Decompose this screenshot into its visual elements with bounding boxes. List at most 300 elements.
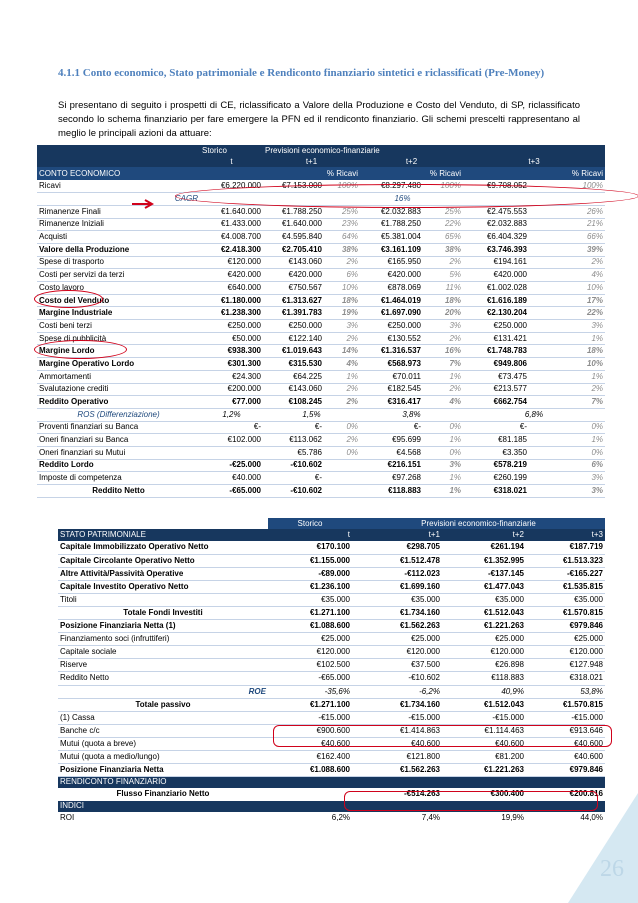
value-t3: €194.161: [493, 257, 527, 267]
sp-row: [58, 541, 605, 554]
pct-t2: 16%: [444, 346, 461, 356]
value-t2: €-: [413, 422, 421, 432]
value-t3: €73.475: [498, 371, 527, 381]
value-t2: €182.545: [387, 384, 421, 394]
value-t3: €2.032.883: [486, 219, 527, 229]
ce-row: [37, 446, 605, 459]
pct-t1: 2%: [346, 435, 358, 445]
value-t3: €1.748.783: [486, 346, 527, 356]
value-t1: -€112.023: [404, 568, 440, 578]
rf-title: RENDICONTO FINANZIARIO: [60, 777, 167, 787]
sp-row: [58, 724, 605, 737]
value-t3: €-: [519, 422, 527, 432]
value-t1: €1.562.263: [399, 621, 440, 631]
pct-t3: 1%: [591, 371, 603, 381]
row-label: Reddito Operativo: [39, 397, 109, 407]
value-t3: €120.000: [569, 647, 603, 657]
pct-t1: 0%: [346, 422, 358, 432]
value-t2: €1.114.463: [484, 725, 524, 735]
ros-t1: 1,5%: [302, 409, 321, 419]
pct-t1: 10%: [341, 282, 358, 292]
value-t: €120.000: [227, 257, 261, 267]
pct-t1: 64%: [341, 232, 358, 242]
row-label: Totale passivo: [135, 699, 191, 709]
value-t1: €250.000: [288, 320, 322, 330]
pct-t1: 23%: [341, 219, 358, 229]
pct-t3: 26%: [586, 206, 603, 216]
value-t: €24.300: [232, 371, 261, 381]
indici-title: INDICI: [60, 801, 84, 811]
col-previsioni: Previsioni economico-finanziarie: [352, 518, 605, 529]
value-t: €640.000: [227, 282, 261, 292]
pct-t3: 1%: [591, 435, 603, 445]
pct-t3: 66%: [586, 232, 603, 242]
pct-t2: 2%: [449, 333, 461, 343]
value-t3: €1.535.815: [562, 581, 603, 591]
sp-row: [58, 646, 605, 659]
value-t1: €1.019.643: [281, 346, 322, 356]
col-t3: t+3: [591, 530, 603, 539]
pct-t1: 100%: [337, 181, 358, 191]
value-t3: €213.577: [493, 384, 527, 394]
row-label: Totale Fondi Investiti: [123, 608, 203, 618]
row-label: Riserve: [60, 660, 88, 670]
row-label: Svalutazione crediti: [39, 384, 109, 394]
pct-t2: 5%: [449, 270, 461, 280]
pct-t1: 14%: [341, 346, 358, 356]
value-t: -€65.000: [318, 673, 350, 683]
value-t: -€65.000: [229, 485, 261, 495]
value-t3: €1.570.815: [562, 699, 603, 709]
value-t1: €120.000: [406, 647, 440, 657]
value-t2: €118.883: [491, 673, 524, 683]
value-t2: -€15.000: [492, 712, 524, 722]
value-t1: €7.153.000: [281, 181, 322, 191]
pct-t3: 21%: [586, 219, 603, 229]
value-t3: €913.646: [569, 725, 603, 735]
pct-t1: 0%: [346, 447, 358, 457]
pct-t3: 3%: [591, 320, 603, 330]
value-t: €900.600: [316, 725, 350, 735]
row-label: Margine Operativo Lordo: [39, 358, 135, 368]
value-t3: €979.846: [569, 621, 603, 631]
value-t: €120.000: [316, 647, 350, 657]
pct-t2: 4%: [449, 397, 461, 407]
value-t1: -€15.000: [408, 712, 440, 722]
value-t3: €318.021: [569, 673, 603, 683]
value-t1: €121.800: [406, 752, 440, 762]
value-t3: €1.513.323: [562, 555, 603, 565]
ce-row: [37, 243, 605, 256]
value-t3: €9.708.052: [486, 181, 527, 191]
pct-t1: 3%: [346, 320, 358, 330]
value-t1: -€10.602: [290, 460, 322, 470]
sp-row: [58, 606, 605, 619]
page-corner-decoration: [568, 793, 638, 903]
value-t3: €250.000: [493, 320, 527, 330]
ce-row: [37, 383, 605, 396]
col-t: t: [347, 530, 350, 539]
value-t: €35.000: [321, 594, 350, 604]
page-number: 26: [600, 856, 624, 882]
value-t3: €949.806: [493, 358, 527, 368]
value-t: €1.088.600: [309, 621, 350, 631]
sp-row: [58, 698, 605, 711]
col-t1: t+1: [305, 156, 318, 166]
col-t1: t+1: [428, 530, 440, 539]
value-t3: -€15.000: [571, 712, 603, 722]
value-t2: €1.697.090: [380, 308, 421, 318]
value-t1: €1.391.783: [281, 308, 322, 318]
pct-t2: 7%: [449, 358, 461, 368]
value-t2: €261.194: [490, 542, 524, 552]
ce-row: [37, 408, 605, 421]
value-t1: €4.595.840: [281, 232, 322, 242]
value-t2: €1.221.263: [483, 765, 524, 775]
value-t: €40.600: [321, 738, 350, 748]
pct-t3: 0%: [591, 422, 603, 432]
roi-t3: 44,0%: [580, 812, 603, 822]
value-t: €102.000: [227, 435, 261, 445]
value-t2: €130.552: [387, 333, 421, 343]
value-t1: -6,2%: [419, 686, 440, 696]
pct-t2: 20%: [444, 308, 461, 318]
value-t: -€25.000: [229, 460, 261, 470]
row-label: Posizione Finanziaria Netta: [60, 765, 164, 775]
value-t1: €40.600: [411, 738, 440, 748]
row-label: Spese di trasporto: [39, 257, 104, 267]
value-t2: €81.200: [495, 752, 524, 762]
pct-t2: 22%: [444, 219, 461, 229]
pct-t3: 2%: [591, 384, 603, 394]
value-t: €25.000: [321, 634, 350, 644]
col-t2: t+2: [405, 156, 418, 166]
value-t: €-: [253, 422, 261, 432]
ce-row: [37, 269, 605, 282]
value-t2: €1.464.019: [380, 295, 421, 305]
ce-row: [37, 459, 605, 472]
pct-t3: 6%: [591, 460, 603, 470]
col-storico: Storico: [268, 518, 352, 529]
value-t3: €1.616.189: [486, 295, 527, 305]
value-t3: €35.000: [574, 594, 603, 604]
pct-t2: 100%: [440, 181, 461, 191]
value-t1: -€10.602: [408, 673, 440, 683]
sp-title: STATO PATRIMONIALE: [60, 530, 146, 539]
sp-row: [58, 554, 605, 567]
value-t1: €1.414.863: [399, 725, 440, 735]
value-t1: €122.140: [288, 333, 322, 343]
ce-row: [37, 180, 605, 193]
row-label: Acquisti: [39, 232, 68, 242]
pct-t2: 1%: [449, 371, 461, 381]
value-t3: €127.948: [569, 660, 603, 670]
value-t1: €64.225: [293, 371, 322, 381]
arrow-right-icon: [131, 199, 157, 209]
value-t: €1.180.000: [220, 295, 261, 305]
pct-t3: 4%: [591, 270, 603, 280]
stato-patrimoniale-table: [58, 518, 605, 824]
sp-row: [58, 567, 605, 580]
value-t2: €316.417: [387, 397, 421, 407]
intro-paragraph: Si presentano di seguito i prospetti di CE, riclassificato a Valore della Produzione e Costo del Venduto, di SP, riclassificato secondo lo schema finanziario per fare emergere la PFN ed il rendiconto finanziario. Gli schemi prescelti rappresentano al meglio le principali azioni da attuare:: [58, 100, 580, 139]
pct-t3: 1%: [591, 333, 603, 343]
value-t: €77.000: [232, 397, 261, 407]
value-t3: €3.746.393: [486, 244, 527, 254]
pct-t3: 17%: [586, 295, 603, 305]
row-label: Costi per servizi da terzi: [39, 270, 125, 280]
value-t2: €165.950: [387, 257, 421, 267]
ce-row: [37, 485, 605, 498]
value-t2: 40,9%: [501, 686, 524, 696]
value-t: €301.300: [227, 358, 261, 368]
pct-t1: 2%: [346, 257, 358, 267]
pct-t2: 0%: [449, 447, 461, 457]
value-t3: €2.475.553: [486, 206, 527, 216]
value-t1: €420.000: [288, 270, 322, 280]
ce-row: [37, 218, 605, 231]
value-t1: €143.060: [288, 384, 322, 394]
ce-row: [37, 396, 605, 409]
pct-t1: [324, 472, 360, 485]
value-t1: €1.734.160: [399, 699, 440, 709]
roi-t2: 19,9%: [501, 812, 524, 822]
value-t1: €143.060: [288, 257, 322, 267]
pct-t3: 39%: [586, 244, 603, 254]
value-t: €102.500: [316, 660, 350, 670]
value-t1: €1.562.263: [399, 765, 440, 775]
row-label: Capitale Circolante Operativo Netto: [60, 555, 195, 565]
row-label: Proventi finanziari su Banca: [39, 422, 139, 432]
value-t2: €1.221.263: [483, 621, 524, 631]
row-label: Capitale sociale: [60, 647, 117, 657]
ce-row: [37, 345, 605, 358]
row-label: CAGR: [174, 194, 198, 204]
value-t: €50.000: [232, 333, 261, 343]
pct-t1: 2%: [346, 397, 358, 407]
value-t3: €2.130.204: [486, 308, 527, 318]
value-t2: -€137.145: [487, 568, 524, 578]
row-label: Oneri finanziari su Mutui: [39, 447, 126, 457]
pct-t1: 6%: [346, 270, 358, 280]
row-label: Valore della Produzione: [39, 244, 130, 254]
value-t1: €298.705: [406, 542, 440, 552]
value-t2: €97.268: [392, 473, 421, 483]
sp-row: [58, 685, 605, 698]
value-t: €1.271.100: [309, 608, 350, 618]
row-label: Finanziamento soci (infruttiferi): [60, 634, 170, 644]
pct-t2: 65%: [444, 232, 461, 242]
row-label: Reddito Netto: [60, 673, 109, 683]
value-t2: €120.000: [490, 647, 524, 657]
row-label: Oneri finanziari su Banca: [39, 435, 129, 445]
value-t2: €95.699: [392, 435, 421, 445]
row-label: Ricavi: [39, 181, 61, 191]
sp-row: [58, 737, 605, 750]
pct-t3: 18%: [586, 346, 603, 356]
row-label: Reddito Netto: [92, 485, 145, 495]
row-label: Costo del Venduto: [39, 295, 110, 305]
ce-row: [37, 193, 605, 206]
value-t3: -€165.227: [566, 568, 603, 578]
value-t2: €25.000: [495, 634, 524, 644]
value-t: €200.000: [227, 384, 261, 394]
sp-row: [58, 620, 605, 633]
row-label: Titoli: [60, 594, 77, 604]
pct-t1: 18%: [341, 295, 358, 305]
row-label: Imposte di competenza: [39, 473, 122, 483]
value-t2: €250.000: [387, 320, 421, 330]
pct-t3: 7%: [591, 397, 603, 407]
pct-t1: 25%: [341, 206, 358, 216]
row-label: Rimanenze Finali: [39, 206, 101, 216]
pct-t3: 10%: [586, 358, 603, 368]
roi-t: 6,2%: [331, 812, 350, 822]
sp-row: [58, 672, 605, 685]
ce-row: [37, 231, 605, 244]
value-t: €1.271.100: [309, 699, 350, 709]
value-t: €170.100: [316, 542, 350, 552]
value-t: €938.300: [227, 346, 261, 356]
row-label: Spese di pubblicità: [39, 333, 107, 343]
row-label: Altre Attività/Passività Operative: [60, 568, 184, 578]
ce-row: [37, 307, 605, 320]
ce-row: [37, 332, 605, 345]
pct-t2: 1%: [449, 435, 461, 445]
pct-t2: 38%: [444, 244, 461, 254]
value-t2: €1.316.537: [380, 346, 421, 356]
ce-row: [37, 256, 605, 269]
value-t2: €878.069: [387, 282, 421, 292]
col-storico: Storico: [202, 145, 227, 155]
sp-row: [58, 633, 605, 646]
pct-t1: 1%: [346, 371, 358, 381]
value-t2: €568.973: [387, 358, 421, 368]
cagr-value: 16%: [394, 194, 411, 204]
pct-t2: 25%: [444, 206, 461, 216]
pct-t3: 100%: [582, 181, 603, 191]
pct-t3: 22%: [586, 308, 603, 318]
section-heading: 4.1.1 Conto economico, Stato patrimoniale e Rendiconto finanziario sintetici e riclassificati (Pre-Money): [58, 67, 545, 79]
conto-economico-table: [37, 145, 605, 498]
value-t1: €1.788.250: [281, 206, 322, 216]
value-t: €1.640.000: [220, 206, 261, 216]
value-t3: €1.002.028: [486, 282, 527, 292]
ce-row: [37, 294, 605, 307]
pct-t3: 2%: [591, 257, 603, 267]
pct-t3: 0%: [591, 447, 603, 457]
indici-label: ROI: [60, 812, 75, 822]
value-t: €1.236.100: [309, 581, 350, 591]
value-t3: €979.846: [569, 765, 603, 775]
ce-row: [37, 320, 605, 333]
value-t2: €26.898: [495, 660, 524, 670]
value-t3: €662.754: [493, 397, 527, 407]
value-t: -35,6%: [324, 686, 350, 696]
value-t1: €25.000: [411, 634, 440, 644]
value-t1: €1.699.160: [399, 581, 440, 591]
value-t1: €2.705.410: [281, 244, 322, 254]
pct-t2: 0%: [449, 422, 461, 432]
value-t1: €-: [314, 473, 322, 483]
value-t1: €1.313.627: [281, 295, 322, 305]
row-label: Costi beni terzi: [39, 320, 92, 330]
ce-row: [37, 421, 605, 434]
ros-t: 1,2%: [222, 409, 241, 419]
col-t2: t+2: [512, 530, 524, 539]
sp-row: [58, 659, 605, 672]
value-t: €420.000: [227, 270, 261, 280]
pct-t2: 2%: [449, 257, 461, 267]
value-t2: €216.151: [387, 460, 421, 470]
value-t1: €113.062: [289, 435, 322, 445]
row-label: Reddito Lordo: [39, 460, 94, 470]
value-t1: €750.567: [288, 282, 322, 292]
roi-t1: 7,4%: [421, 812, 440, 822]
pct-t2: 1%: [449, 473, 461, 483]
pct-t2: 18%: [444, 295, 461, 305]
value-t3: €578.219: [493, 460, 527, 470]
value-t2: €35.000: [495, 594, 524, 604]
row-label: Margine Industriale: [39, 308, 113, 318]
sp-row: [58, 764, 605, 777]
ros-t2: 3,8%: [402, 409, 421, 419]
pct-t1: 4%: [346, 358, 358, 368]
pct-t1: 38%: [341, 244, 358, 254]
pct-t3: 10%: [586, 282, 603, 292]
value-t3: €81.185: [498, 435, 527, 445]
row-label: Mutui (quota a medio/lungo): [60, 752, 160, 762]
value-t1: €37.500: [411, 660, 440, 670]
ce-row: [37, 282, 605, 295]
value-t2: €2.032.883: [380, 206, 421, 216]
value-t3: €1.570.815: [562, 608, 603, 618]
value-t1: €1.734.160: [399, 608, 440, 618]
value-t: €2.418.300: [220, 244, 261, 254]
value-t3: €40.600: [574, 752, 603, 762]
pct-t2: 11%: [445, 282, 461, 292]
value-t3: 53,8%: [580, 686, 603, 696]
col-t3: t+3: [528, 156, 540, 166]
pct-t2: 3%: [449, 460, 461, 470]
value-t3: €3.350: [502, 447, 527, 457]
row-label: Banche c/c: [60, 725, 100, 735]
pct-t1: [324, 459, 360, 472]
value-t3: €318.021: [493, 485, 527, 495]
value-t2: €1.512.043: [483, 608, 524, 618]
value-t: €1.238.300: [220, 308, 261, 318]
pct-t1: 19%: [341, 308, 358, 318]
sp-row: [58, 711, 605, 724]
ros-t3: 6,8%: [524, 409, 544, 419]
pct-header: % Ricavi: [326, 168, 358, 178]
col-previsioni: Previsioni economico-finanziarie: [265, 145, 380, 155]
value-t1: €-: [314, 422, 322, 432]
pct-t1: 2%: [346, 384, 358, 394]
sp-row: [58, 593, 605, 606]
row-label: Costo lavoro: [39, 282, 84, 292]
value-t: [200, 446, 263, 459]
pct-t2: 3%: [449, 320, 461, 330]
sp-row: [58, 751, 605, 764]
value-t2: €1.352.995: [483, 555, 524, 565]
value-t2: €118.883: [388, 485, 421, 495]
value-t2: €3.161.109: [380, 244, 421, 254]
ce-row: [37, 370, 605, 383]
rf-value-t2: €300.400: [490, 789, 524, 799]
value-t: €162.400: [316, 752, 350, 762]
value-t: €1.433.000: [220, 219, 261, 229]
